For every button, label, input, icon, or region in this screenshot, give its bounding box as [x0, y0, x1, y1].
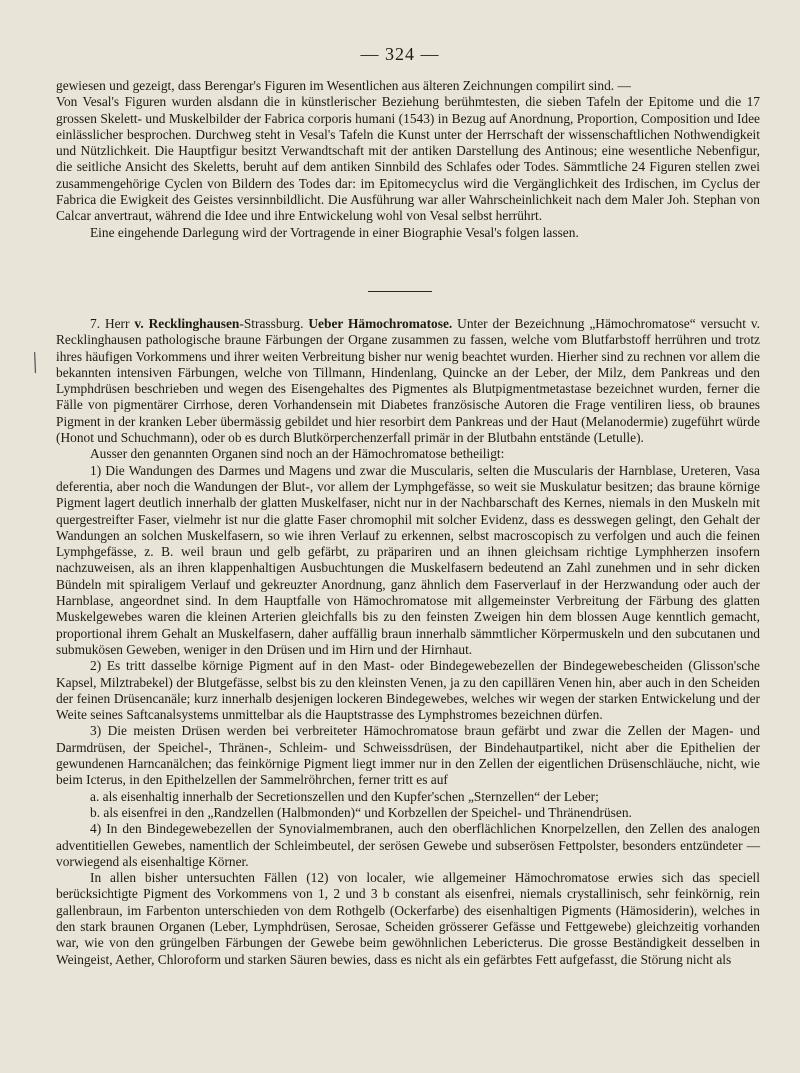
page-number: — 324 —: [360, 44, 440, 64]
point-1: 1) Die Wandungen des Darmes und Magens und zwar die Muscularis, selten die Muscularis der Harnblase, Ureteren, Vasa deferentia, aber noch die Wandungen der Blut-, vor allem der Lymphgefässe, so weit sie Muskulatur besitzen; das braune körnige Pigment lagert deutlich innerhalb der glatten Muskelfaser, nicht nur in der Nachbarschaft des Kernes, niemals in den Muskeln mit quergestreifter Faser, vielmehr ist nur die glatte Faser chromophil mit solcher Evidenz, dass es desswegen gelingt, den Gehalt der Wandungen an solchen Muskelfasern, so wie ihren Verlauf zu erkennen, selbst macroscopisch zu verfolgen und auch die feinen Lymphgefässe, z. B. weil braun und gelb gefärbt, zu präpariren und an ihnen gleichsam richtige Lymphherzen insofern nachzuweisen, als an ihren klappenhaltigen Ausbuchtungen die Muskelfasern bedeutend an Zahl zunehmen und in sehr dicken Bündeln mit spiraligem Verlauf und gekreuzter Anordnung, ganz ähnlich dem Faserverlauf in der Herzwandung oder auch der Harnblase, angeordnet sind. In dem Hauptfalle von Hämochromatose mit allgemeinster Verbreitung der Färbung des glatten Muskelgewebes waren die kleinen Arterien gleichfalls bis zu den feinsten Zweigen hin dem blossen Auge kenntlich gemacht, proportional ihrem Gehalt an Muskelfasern, daher auffällig braun innerhalb sämmtlicher Körpermuskeln und den subcutanen und submukösen Geweben, weniger in den Drüsen und im Hirn und der Hirnhaut.: [56, 462, 760, 657]
biography-note: Eine eingehende Darlegung wird der Vortragende in einer Biographie Vesal's folgen lassen.: [90, 224, 579, 240]
vesal-paragraph: Von Vesal's Figuren wurden alsdann die in künstlerischer Beziehung berühmtesten, die sieben Tafeln der Epitome und die 17 grossen Skelett- und Muskelbilder der Fabrica corporis humani (1543) in Bezug auf Anordnung, Proportion, Composition und Idee einlässlicher besprochen. Durchweg steht in Vesal's Tafeln die Kunst unter der Herrschaft der wissenschaftlichen Nothwendigkeit und Nützlichkeit. Die Hauptfigur besitzt Verwandtschaft mit der antiken Darstellung des Antinous; eine wesentliche Nebenfigur, die seitliche Ansicht des Skeletts, beruht auf dem antiken Sinnbild des Schlafes oder Todes. Sämmtliche 24 Figuren stellen zwei zusammengehörige Cyclen von Bildern des Todes dar: im Epitomecyclus wird die Vergänglichkeit des Irdischen, im Cyclus der Fabrica die Ewigkeit des Geistes versinnbildlicht. Die Ausführung war aller Wahrscheinlichkeit nach dem Maler Joh. Stephan von Calcar anvertraut, während die Idee und ihre Entwickelung wohl von Vesal selbst herrührt.: [56, 94, 760, 224]
section-intro: [56, 316, 760, 446]
point-4: 4) In den Bindegewebezellen der Synovialmembranen, auch den oberflächlichen Knorpelzellen, den Zellen des analogen adventitiellen Gewebes, namentlich der Schleimbeutel, der serösen Gewebe und subserösen Fettpolster, besonders entzündeter — vorwiegend als eisenhaltige Körner.: [56, 821, 760, 869]
haemochromatosis-section: [56, 316, 760, 968]
lead-sentence: Ausser den genannten Organen sind noch an der Hämochromatose betheiligt:: [90, 446, 505, 462]
margin-mark: ╲: [26, 353, 43, 374]
point-2: 2) Es tritt dasselbe körnige Pigment auf in den Mast- oder Bindegewebezellen der Bindegewebescheiden (Glisson'sche Kapsel, Milztrabekel) der Blutgefässe, selbst bis zu den kleinsten Venen, ja zu den capillären Venen hin, aber auch in den Scheiden der feinen Drüsencanäle; kurz innerhalb desjenigen lockeren Bindegewebes, welches wir wegen der starken Entwickelung und der Weite seines Saftcanalsystems unmittelbar als die Hauptstrasse des Lymphstromes bezeichnen dürfen.: [56, 658, 760, 723]
point-3: 3) Die meisten Drüsen werden bei verbreiteter Hämochromatose braun gefärbt und zwar die Zellen der Magen- und Darmdrüsen, der Speichel-, Thränen-, Schleim- und Schweissdrüsen, der Bindehautpartikel, nicht aber die Epithelien der gewundenen Harncanälchen; das feinkörnige Pigment liegt immer nur in den Zellen der eigentlichen Drüsenschläuche, nicht, wie beim Icterus, in den Epithelzellen der Sammelröhrchen, ferner tritt es auf: [56, 723, 760, 788]
point-3b: b. als eisenfrei in den „Randzellen (Halbmonden)“ und Korbzellen der Speichel- und Thränendrüsen.: [90, 804, 632, 820]
preceding-section: [56, 78, 760, 241]
section-number: 7. Herr: [90, 316, 130, 331]
section-title: Ueber Hämochromatose.: [308, 316, 453, 331]
closing-paragraph: In allen bisher untersuchten Fällen (12) von localer, wie allgemeiner Hämochromatose erwies sich das speciell berücksichtigte Pigment des Vorkommens von 1, 2 und 3 b constant als eisenfrei, niemals crystallinisch, sehr feinkörnig, rein gallenbraun, im Farbenton unterschieden von dem Rothgelb (Ockerfarbe) des eisenhaltigen Pigments (Hämosiderin), welches in den stark braunen Organen (Leber, Lymphdrüsen, Serosae, Scheiden grösserer Gefässe und Fettgewebe) gleichzeitig vorhanden war, wie von den grüngelben Färbungen der Gewebe beim gewöhnlichen Lebericterus. Die grosse Beständigkeit desselben in Weingeist, Aether, Chloroform und starken Säuren bewies, dass es nicht als ein gefärbtes Fett aufgefasst, die Störung nicht als: [56, 870, 760, 967]
section-author: v. Recklinghausen: [134, 316, 240, 331]
section-divider: [368, 291, 432, 292]
intro-text: Unter der Bezeichnung „Hämochromatose“ versucht v. Recklinghausen pathologische braune Färbungen der Organe zusammen zu fassen, welche vom Blutfarbstoff herrühren und trotz ihres häufigen Vorkommens und ihrer weiten Verbreitung bisher nur wenig beachtet wurden. Hierher sind zu rechnen vor allem die bekannten intensiven Färbungen, welche von Tillmann, Hindenlang, Quincke an der Leber, der Milz, dem Pankreas und den Lymphdrüsen beschrieben und wegen des Eisengehaltes des Pigmentes als Blutpigmentmetastase bezeichnet wurden, ferner die Fälle von pigmentärer Cirrhose, deren Vorhandensein mit Diabetes französische Autoren die Frage ventiliren liess, ob braunes Pigment in der kranken Leber übermässig gebildet und hier resorbirt dem Pankreas und der Haut (Melanodermie) zugeführt würde (Honot und Schuchmann), oder ob es durch Blutkörperchenzerfall primär in der Blutbahn entstände (Letulle).: [56, 316, 760, 446]
continuation-line: gewiesen und gezeigt, dass Berengar's Figuren im Wesentlichen aus älteren Zeichnungen compilirt sind. —: [56, 78, 631, 93]
point-3a: a. als eisenhaltig innerhalb der Secretionszellen und den Kupfer'schen „Sternzellen“ der Leber;: [90, 788, 599, 804]
section-location: -Strassburg.: [239, 316, 304, 331]
